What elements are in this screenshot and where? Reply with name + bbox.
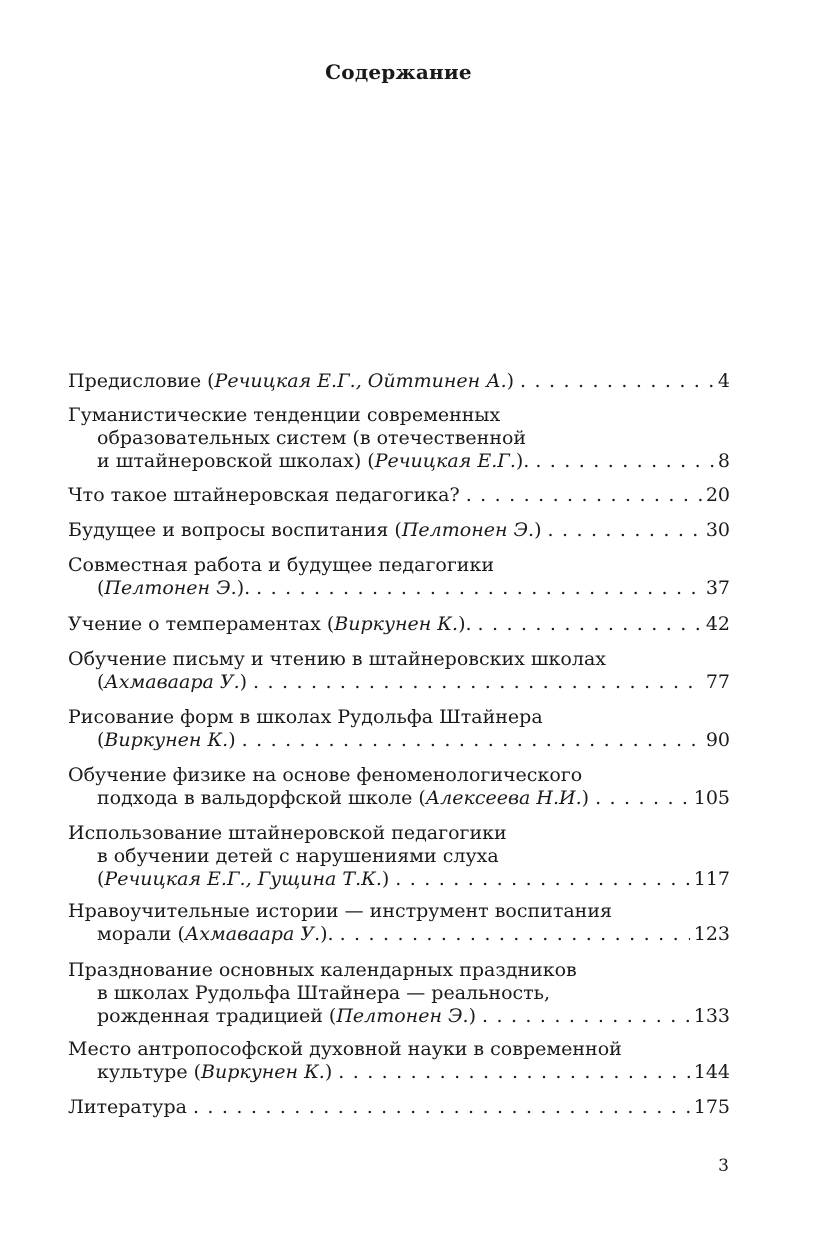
toc-entry-punctuation: ). (458, 613, 472, 635)
toc-entry-author: Виркунен К. (201, 1061, 325, 1083)
toc-entry[interactable] (68, 554, 730, 600)
toc-entry-text: Использование штайнеровской педагогики (68, 822, 507, 844)
toc-entry-text: и штайнеровской школах) ( (97, 450, 375, 472)
toc-entry-line (68, 404, 730, 427)
toc-entry-text: рожденная традицией ( (97, 1005, 337, 1027)
toc-entry-line (68, 370, 730, 393)
toc-page-number: 42 (705, 613, 730, 635)
toc-page-number: 105 (693, 787, 730, 809)
toc-entry-punctuation: ) (534, 519, 542, 541)
toc-entry-line (68, 484, 730, 507)
toc-entry-line (68, 787, 730, 810)
toc-entry-punctuation: ) (581, 787, 590, 809)
toc-entry-author: Алексеева Н.И. (425, 787, 582, 809)
toc-entry[interactable] (68, 1096, 730, 1119)
toc-entry-text: морали ( (97, 923, 185, 945)
dot-leader (548, 519, 702, 542)
toc-entry-text: Нравоучительные истории — инструмент воспитания (68, 900, 612, 922)
toc-page-number: 4 (717, 370, 730, 392)
dot-leader (242, 729, 702, 752)
toc-entry[interactable] (68, 1038, 730, 1084)
toc-entry-punctuation: ) (381, 868, 390, 890)
toc-entry-line (68, 1005, 730, 1028)
toc-page-number: 123 (693, 923, 730, 945)
toc-entry-punctuation: ). (320, 923, 334, 945)
toc-entry-text: подхода в вальдорфской школе ( (97, 787, 426, 809)
toc-entry[interactable] (68, 900, 730, 946)
toc-entry-punctuation: ). (236, 577, 251, 599)
toc-entry-text: образовательных систем (в отечественной (97, 427, 527, 449)
toc-entry[interactable] (68, 959, 730, 1028)
toc-entry[interactable] (68, 706, 730, 752)
toc-entry-author: Пелтонен Э. (104, 577, 237, 599)
toc-page-number: 175 (693, 1096, 730, 1118)
toc-entry-author: Ахмаваара У. (104, 671, 240, 693)
dot-leader (478, 613, 702, 636)
toc-entry[interactable] (68, 404, 730, 473)
toc-entry-text: Место антропософской духовной науки в современной (68, 1038, 622, 1060)
toc-entry-text: в обучении детей с нарушениями слуха (97, 845, 499, 867)
toc-entry-text: Рисование форм в школах Рудольфа Штайнера (68, 706, 543, 728)
toc-entry-text: Учение о темпераментах ( (68, 613, 335, 635)
toc-entry[interactable] (68, 613, 730, 636)
toc-page-number: 30 (705, 519, 730, 541)
toc-entry[interactable] (68, 370, 730, 393)
toc-entry-text: Гуманистические тенденции современных (68, 404, 501, 426)
toc-entry-line (68, 868, 730, 891)
toc-entry-author: Виркунен К. (334, 613, 459, 635)
toc-entry-line (68, 706, 730, 729)
toc-entry-punctuation: ). (515, 450, 530, 472)
toc-entry-line (68, 959, 730, 982)
toc-entry-punctuation: ) (506, 370, 515, 392)
toc-entry[interactable] (68, 484, 730, 507)
toc-page-number: 77 (705, 671, 730, 693)
toc-entry-author: Речицкая Е.Г., Ойттинен А. (214, 370, 507, 392)
toc-entry-text: в школах Рудольфа Штайнера — реальность, (97, 982, 551, 1004)
toc-entry-line (68, 900, 730, 923)
toc-page-number: 8 (717, 450, 730, 472)
toc-entry-text: Литература (68, 1096, 187, 1118)
toc-page-number: 37 (705, 577, 730, 599)
toc-entry-author: Пелтонен Э. (401, 519, 535, 541)
toc-entry-line (68, 519, 730, 542)
toc-entry[interactable] (68, 648, 730, 694)
toc-entry-line (68, 648, 730, 671)
toc-entry-punctuation: ) (239, 671, 248, 693)
toc-entry-punctuation: ) (228, 729, 236, 751)
toc-entry-line (68, 1096, 730, 1119)
toc-entry-line (68, 1038, 730, 1061)
toc-entry-text: Будущее и вопросы воспитания ( (68, 519, 402, 541)
toc-entry-author: Виркунен К. (104, 729, 229, 751)
toc-entry-author: Пелтонен Э. (336, 1005, 469, 1027)
dot-leader (482, 1005, 690, 1028)
dot-leader (395, 868, 689, 891)
toc-entry-punctuation: ) (324, 1061, 333, 1083)
dot-leader (520, 370, 714, 393)
toc-entry-line (68, 450, 730, 473)
toc-entry-text: Обучение письму и чтению в штайнеровских школах (68, 648, 606, 670)
page-title: Содержание (325, 60, 472, 84)
toc-entry-text: Празднование основных календарных праздников (68, 959, 577, 981)
toc-page-number: 90 (705, 729, 730, 751)
toc-entry-line (68, 1061, 730, 1084)
toc-entry[interactable] (68, 519, 730, 542)
toc-entry-line (68, 671, 730, 694)
toc-entry-text: Совместная работа и будущее педагогики (68, 554, 494, 576)
toc-entry-text: ( (97, 729, 105, 751)
toc-entry[interactable] (68, 764, 730, 810)
dot-leader (340, 923, 690, 946)
toc-entry-text: ( (97, 868, 105, 890)
toc-entry-line (68, 554, 730, 577)
toc-page-number: 133 (693, 1005, 730, 1027)
page-number: 3 (718, 1156, 729, 1176)
dot-leader (466, 484, 702, 507)
dot-leader (338, 1061, 689, 1084)
dot-leader (535, 450, 714, 473)
dot-leader (253, 671, 702, 694)
toc-entry-line (68, 923, 730, 946)
toc-page-number: 20 (705, 484, 730, 506)
toc-entry-line (68, 427, 730, 450)
dot-leader (595, 787, 690, 810)
toc-entry-line (68, 845, 730, 868)
toc-page-number: 117 (693, 868, 730, 890)
toc-entry-line (68, 822, 730, 845)
toc-entry-line (68, 577, 730, 600)
toc-entry-line (68, 982, 730, 1005)
toc-entry-line (68, 613, 730, 636)
dot-leader (256, 577, 702, 600)
toc-entry-text: Предисловие ( (68, 370, 215, 392)
toc-page-number: 144 (693, 1061, 730, 1083)
toc-entry-text: Что такое штайнеровская педагогика? (68, 484, 460, 506)
toc-entry-text: ( (97, 577, 105, 599)
toc-entry-text: культуре ( (97, 1061, 202, 1083)
toc-entry-text: Обучение физике на основе феноменологического (68, 764, 583, 786)
toc-entry-text: ( (97, 671, 105, 693)
toc-entry[interactable] (68, 822, 730, 891)
dot-leader (193, 1096, 690, 1119)
toc-entry-author: Речицкая Е.Г. (374, 450, 516, 472)
toc-entry-author: Речицкая Е.Г., Гущина Т.К. (104, 868, 382, 890)
toc-entry-author: Ахмаваара У. (184, 923, 321, 945)
toc-entry-line (68, 729, 730, 752)
toc-entry-line (68, 764, 730, 787)
toc-entry-punctuation: ) (468, 1005, 476, 1027)
